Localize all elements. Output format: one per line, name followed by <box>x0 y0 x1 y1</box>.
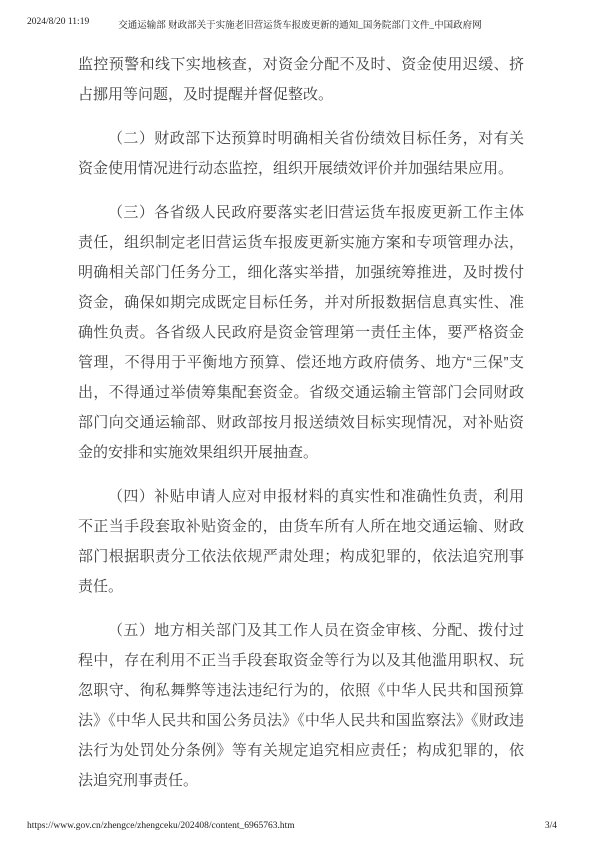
document-title: 交通运输部 财政部关于实施老旧营运货车报废更新的通知_国务院部门文件_中国政府网 <box>118 21 482 31</box>
paragraph-item-2: （二）财政部下达预算时明确相关省份绩效目标任务，对有关资金使用情况进行动态监控，组织开展绩效评价并加强结果应用。 <box>78 130 524 177</box>
print-footer <box>27 821 557 831</box>
paragraph-item-5: （五）地方相关部门及其工作人员在资金审核、分配、拨付过程中，存在利用不正当手段套取资金等行为以及其他滥用职权、玩忽职守、徇私舞弊等违法违纪行为的，依照《中华人民共和国预算法》《中华人民共和国公务员法》《中华人民共和国监察法》《财政违法行为处罚处分条例》等有关规定追究相应责任；构成犯罪的，依法追究刑事责任。 <box>78 622 524 789</box>
print-timestamp: 2024/8/20 11:19 <box>27 17 90 27</box>
document-body <box>78 50 524 810</box>
paragraph-item-3: （三）各省级人民政府要落实老旧营运货车报废更新工作主体责任，组织制定老旧营运货车报废更新实施方案和专项管理办法，明确相关部门任务分工，细化落实举措，加强统筹推进，及时拨付资金，确保如期完成既定目标任务，并对所报数据信息真实性、准确性负责。各省级人民政府是资金管理第一责任主体，要严格资金管理，不得用于平衡地方预算、偿还地方政府债务、地方“三保”支出，不得通过举债筹集配套资金。省级交通运输主管部门会同财政部门向交通运输部、财政部按月报送绩效目标实现情况，对补贴资金的安排和实施效果组织开展抽查。 <box>78 204 524 461</box>
page-number: 3/4 <box>544 821 557 831</box>
source-url: https://www.gov.cn/zhengce/zhengceku/202408/content_6965763.htm <box>27 821 295 831</box>
print-header <box>27 17 573 31</box>
paragraph-item-4: （四）补贴申请人应对申报材料的真实性和准确性负责，利用不正当手段套取补贴资金的，由货车所有人所在地交通运输、财政部门根据职责分工依法依规严肃处理；构成犯罪的，依法追究刑事责任。 <box>78 488 524 595</box>
paragraph-continuation: 监控预警和线下实地核查，对资金分配不及时、资金使用迟缓、挤占挪用等问题，及时提醒并督促整改。 <box>78 56 524 103</box>
